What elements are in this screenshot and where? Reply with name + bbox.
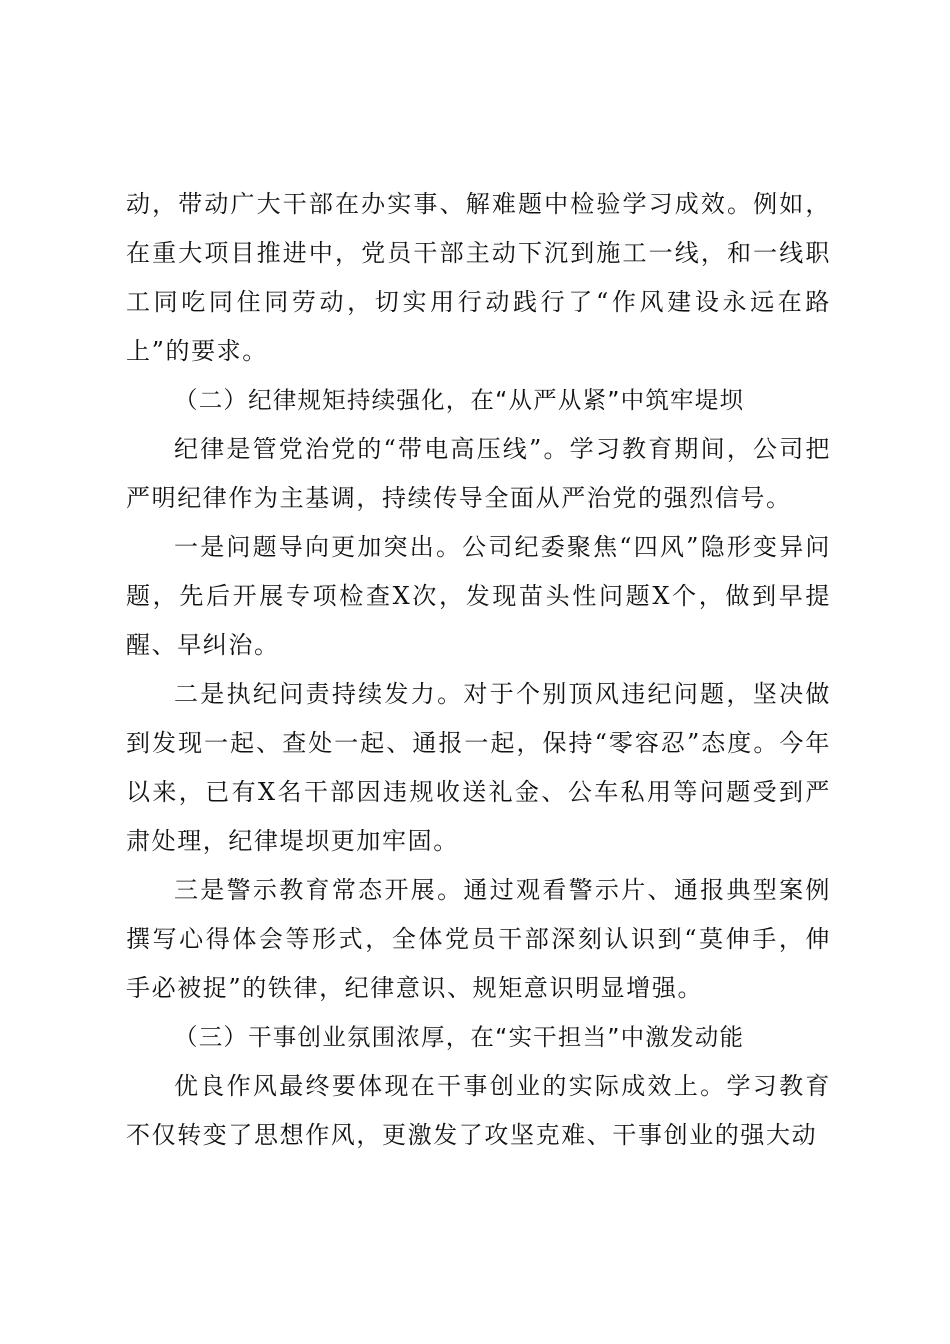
body-paragraph: 纪律是管党治党的“带电高压线”。学习教育期间，公司把严明纪律作为主基调，持续传导全面从严治党的强烈信号。 [126, 435, 831, 512]
body-paragraph: 三是警示教育常态开展。通过观看警示片、通报典型案例撰写心得体会等形式，全体党员干部深刻认识到“莫伸手，伸手必被捉”的铁律，纪律意识、规矩意识明显增强。 [126, 876, 831, 1002]
body-paragraph: 一是问题导向更加突出。公司纪委聚焦“四风”隐形变异问题，先后开展专项检查X次，发现苗头性问题X个，做到早提醒、早纠治。 [126, 533, 831, 659]
body-paragraph-continuation: 动，带动广大干部在办实事、解难题中检验学习成效。例如，在重大项目推进中，党员干部主动下沉到施工一线，和一线职工同吃同住同劳动，切实用行动践行了“作风建设永远在路上”的要求。 [126, 190, 831, 365]
document-body [126, 180, 831, 1160]
body-paragraph: 二是执纪问责持续发力。对于个别顶风违纪问题，坚决做到发现一起、查处一起、通报一起，保持“零容忍”态度。今年以来，已有X名干部因违规收送礼金、公车私用等问题受到严肃处理，纪律堤坝更加牢固。 [126, 680, 831, 855]
body-paragraph: 优良作风最终要体现在干事创业的实际成效上。学习教育不仅转变了思想作风，更激发了攻坚克难、干事创业的强大动 [126, 1072, 831, 1149]
section-heading-2: （二）纪律规矩持续强化，在“从严从紧”中筑牢堤坝 [174, 386, 745, 414]
section-heading-3: （三）干事创业氛围浓厚，在“实干担当”中激发动能 [174, 1023, 745, 1051]
